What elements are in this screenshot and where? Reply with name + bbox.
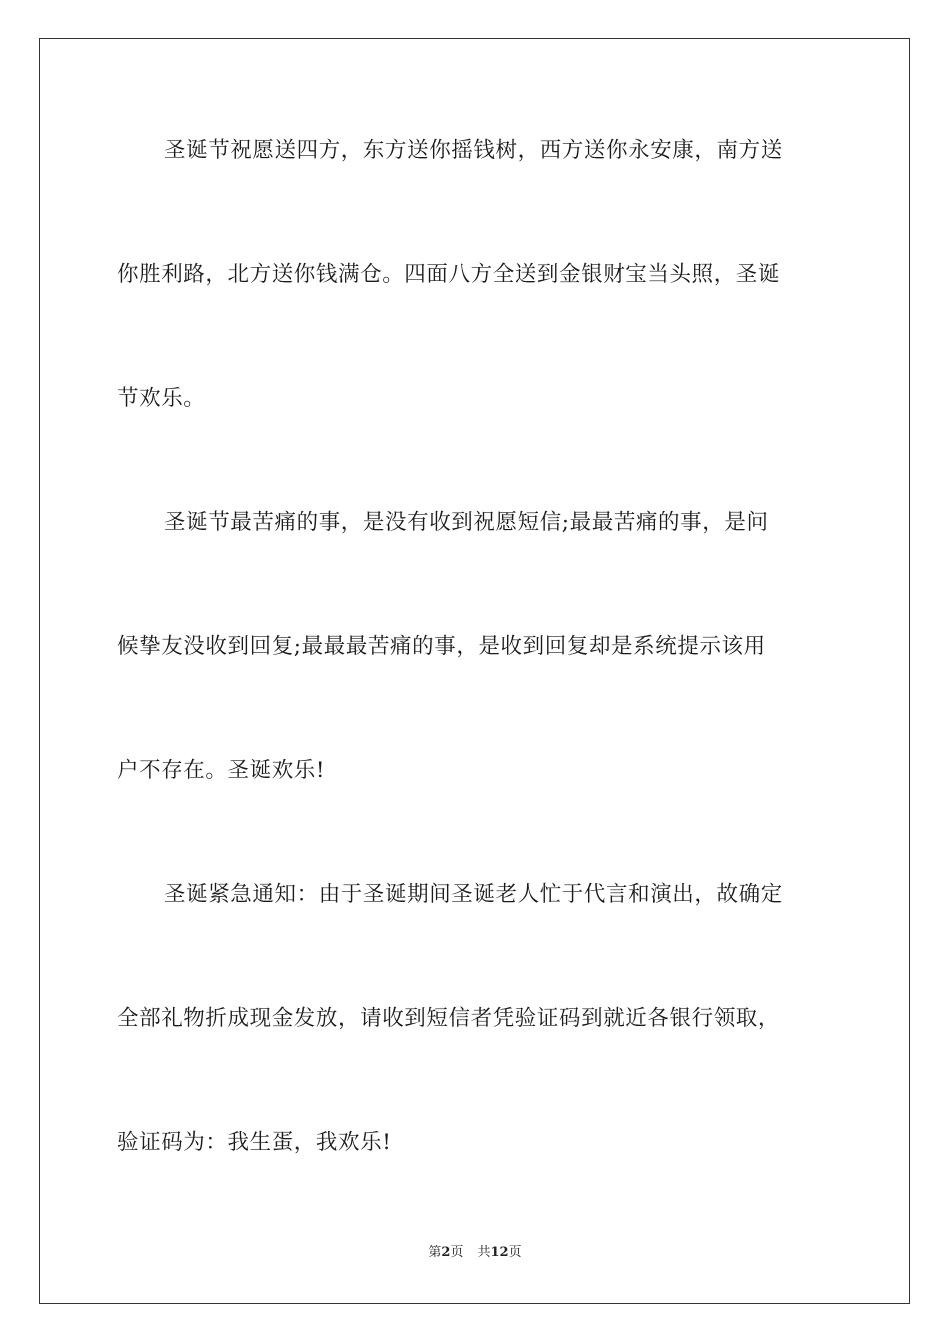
paragraph-line: 圣诞节祝愿送四方，东方送你摇钱树，西方送你永安康，南方送	[164, 138, 783, 163]
total-pages-indicator	[477, 1245, 521, 1260]
paragraph-line: 候挚友没收到回复;最最最苦痛的事，是收到回复却是系统提示该用	[117, 634, 766, 659]
page-indicator	[428, 1245, 463, 1260]
paragraph-line: 你胜利路，北方送你钱满仓。四面八方全送到金银财宝当头照，圣诞	[117, 262, 781, 287]
page-suffix: 页	[450, 1245, 464, 1260]
page-footer	[0, 1244, 950, 1262]
total-prefix: 共	[477, 1245, 491, 1260]
page-number: 2	[441, 1245, 451, 1260]
page-border	[39, 38, 910, 1304]
total-suffix: 页	[508, 1245, 522, 1260]
paragraph-line: 全部礼物折成现金发放，请收到短信者凭验证码到就近各银行领取，	[117, 1006, 781, 1031]
paragraph-line: 圣诞节最苦痛的事，是没有收到祝愿短信;最最苦痛的事，是问	[164, 510, 769, 535]
paragraph-line: 圣诞紧急通知：由于圣诞期间圣诞老人忙于代言和演出，故确定	[164, 882, 783, 907]
paragraph-line: 节欢乐。	[117, 386, 206, 411]
paragraph-line: 验证码为：我生蛋，我欢乐!	[117, 1130, 392, 1155]
paragraph-line: 户不存在。圣诞欢乐!	[117, 758, 326, 783]
total-pages: 12	[490, 1245, 509, 1260]
page-prefix: 第	[428, 1245, 442, 1260]
